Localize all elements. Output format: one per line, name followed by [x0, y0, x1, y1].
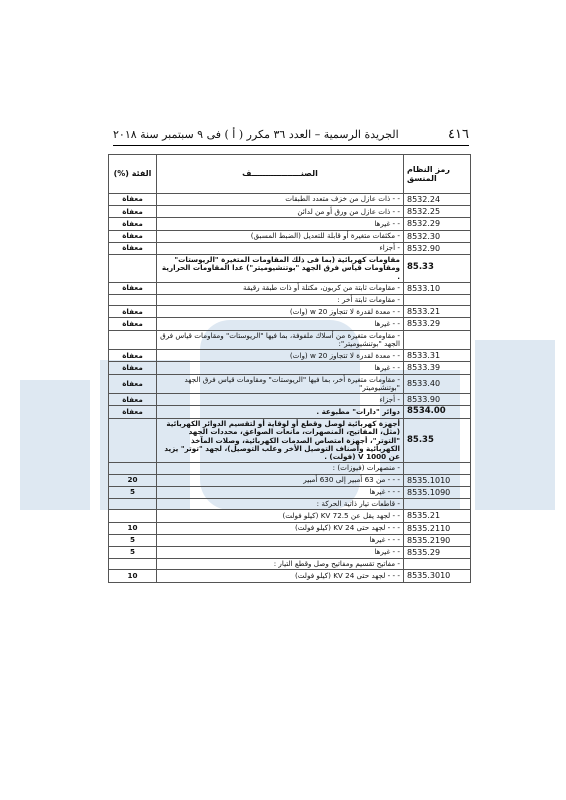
rate-cell: معفاة — [109, 230, 157, 242]
table-row — [109, 362, 471, 374]
page-number: ٤١٦ — [448, 127, 469, 142]
rate-cell: 10 — [109, 522, 157, 534]
rate-cell: معفاة — [109, 218, 157, 230]
description-cell: - - غيرها — [157, 546, 404, 558]
description-cell: - - لجهد يقل عن KV 72.5 (كيلو فولت) — [157, 510, 404, 522]
table-row — [109, 499, 471, 510]
hs-code-cell: 8532.25 — [404, 206, 471, 218]
rate-cell — [109, 499, 157, 510]
page-header — [113, 127, 469, 146]
table-row — [109, 510, 471, 522]
hs-code-cell: 8533.21 — [404, 306, 471, 318]
rate-cell: 10 — [109, 570, 157, 582]
description-cell: - - غيرها — [157, 362, 404, 374]
hs-code-cell — [404, 559, 471, 570]
table-row — [109, 282, 471, 294]
hs-code-cell — [404, 463, 471, 474]
rate-cell — [109, 510, 157, 522]
table-row — [109, 559, 471, 570]
description-cell: - قاطعات تيار ذاتية الحركة : — [157, 499, 404, 510]
rate-cell: معفاة — [109, 282, 157, 294]
description-cell: - منصهرات (فيوزات) : — [157, 463, 404, 474]
table-row — [109, 350, 471, 362]
gazette-title: الجريدة الرسمية – العدد ٣٦ مكرر ( أ ) فى ٩ سبتمبر سنة ٢٠١٨ — [113, 128, 399, 141]
description-cell: - مقاومات ثابتة أخر : — [157, 294, 404, 305]
table-row — [109, 254, 471, 282]
description-cell: - - معدة لقدرة لا تتجاوز 20 w (وات) — [157, 306, 404, 318]
table-row — [109, 419, 471, 463]
rate-cell: معفاة — [109, 306, 157, 318]
description-cell: - مقاومات متغيرة من أسلاك ملفوفة، بما فيها "الريوستات" ومقاومات قياس فرق الجهد "بوتنشيوميتر": — [157, 330, 404, 350]
table-row — [109, 394, 471, 406]
hs-code-cell: 8533.29 — [404, 318, 471, 330]
table-row — [109, 294, 471, 305]
description-cell: دوائر "دارات" مطبوعة . — [157, 406, 404, 419]
hs-code-cell: 8534.00 — [404, 406, 471, 419]
hs-code-cell: 8535.21 — [404, 510, 471, 522]
rate-cell: معفاة — [109, 350, 157, 362]
rate-cell: معفاة — [109, 242, 157, 254]
description-cell: - مفاتيح تقسيم ومفاتيح وصل وقطع التيار : — [157, 559, 404, 570]
hs-code-cell: 8535.29 — [404, 546, 471, 558]
header-rate: الفئة (%) — [109, 155, 157, 194]
description-cell: - - - من 63 أمبير إلى 630 أمبير — [157, 474, 404, 486]
rate-cell: معفاة — [109, 194, 157, 206]
rate-cell: معفاة — [109, 374, 157, 394]
table-row — [109, 206, 471, 218]
description-cell: - مكثفات متغيرة أو قابلة للتعديل (الضبط المسبق) — [157, 230, 404, 242]
description-cell: - - - غيرها — [157, 486, 404, 498]
rate-cell: معفاة — [109, 394, 157, 406]
description-cell: - مقاومات ثابتة من كربون، مكتلة أو ذات طبقة رقيقة — [157, 282, 404, 294]
rate-cell — [109, 559, 157, 570]
description-cell: مقاومات كهربائية (بما فى ذلك المقاومات المتغيرة "الريوستات" ومقاومات قياس فرق الجهد "بوتنشيوميتر") عدا المقاومات الحرارية . — [157, 254, 404, 282]
hs-code-cell: 8532.29 — [404, 218, 471, 230]
description-cell: - - - غيرها — [157, 534, 404, 546]
description-cell: - أجزاء — [157, 242, 404, 254]
description-cell: - - - لجهد حتى KV 24 (كيلو فولت) — [157, 570, 404, 582]
hs-code-cell: 8535.3010 — [404, 570, 471, 582]
table-row — [109, 474, 471, 486]
table-row — [109, 486, 471, 498]
hs-code-cell — [404, 499, 471, 510]
hs-code-cell: 8533.40 — [404, 374, 471, 394]
rate-cell: 20 — [109, 474, 157, 486]
hs-code-cell: 8535.1010 — [404, 474, 471, 486]
table-row — [109, 242, 471, 254]
hs-code-cell: 8533.31 — [404, 350, 471, 362]
rate-cell: معفاة — [109, 206, 157, 218]
rate-cell — [109, 294, 157, 305]
hs-code-cell: 8533.39 — [404, 362, 471, 374]
table-row — [109, 522, 471, 534]
rate-cell: 5 — [109, 486, 157, 498]
tariff-table — [108, 154, 471, 583]
description-cell: - - ذات عازل من خزف متعدد الطبقات — [157, 194, 404, 206]
table-row — [109, 406, 471, 419]
hs-code-cell: 8535.2110 — [404, 522, 471, 534]
hs-code-cell — [404, 330, 471, 350]
hs-code-cell: 8533.90 — [404, 394, 471, 406]
table-row — [109, 230, 471, 242]
rate-cell: معفاة — [109, 406, 157, 419]
description-cell: - - ذات عازل من ورق أو من لدائن — [157, 206, 404, 218]
table-row — [109, 534, 471, 546]
rate-cell: 5 — [109, 546, 157, 558]
description-cell: - أجزاء — [157, 394, 404, 406]
description-cell: - مقاومات متغيرة أخر، بما فيها "الريوستات" ومقاومات قياس فرق الجهد "بوتنشيوميتر" — [157, 374, 404, 394]
description-cell: - - - لجهد حتى KV 24 (كيلو فولت) — [157, 522, 404, 534]
rate-cell — [109, 463, 157, 474]
rate-cell — [109, 330, 157, 350]
table-row — [109, 463, 471, 474]
table-row — [109, 330, 471, 350]
header-code: رمز النظام المنسق — [404, 155, 471, 194]
table-body — [109, 194, 471, 583]
rate-cell — [109, 419, 157, 463]
description-cell: - - غيرها — [157, 318, 404, 330]
table-row — [109, 218, 471, 230]
table-row — [109, 306, 471, 318]
hs-code-cell: 8535.2190 — [404, 534, 471, 546]
hs-code-cell: 8532.30 — [404, 230, 471, 242]
rate-cell: معفاة — [109, 362, 157, 374]
hs-code-cell: 8535.1090 — [404, 486, 471, 498]
hs-code-cell: 8532.90 — [404, 242, 471, 254]
table-row — [109, 570, 471, 582]
rate-cell — [109, 254, 157, 282]
description-cell: - - غيرها — [157, 218, 404, 230]
rate-cell: معفاة — [109, 318, 157, 330]
hs-code-cell: 8532.24 — [404, 194, 471, 206]
hs-code-cell: 85.33 — [404, 254, 471, 282]
rate-cell: 5 — [109, 534, 157, 546]
description-cell: - - معدة لقدرة لا تتجاوز 20 w (وات) — [157, 350, 404, 362]
table-row — [109, 318, 471, 330]
hs-code-cell: 85.35 — [404, 419, 471, 463]
table-row — [109, 194, 471, 206]
hs-code-cell — [404, 294, 471, 305]
table-header-row — [109, 155, 471, 194]
table-row — [109, 546, 471, 558]
header-description: الصنــــــــــــــــــف — [157, 155, 404, 194]
hs-code-cell: 8533.10 — [404, 282, 471, 294]
description-cell: أجهزة كهربائية لوصل وقطع أو لوقاية أو لتقسيم الدوائر الكهربائية (مثل، المفاتيح، المنصهرات، مانعات الصواعق، محددات الجهد "التوتر"، أجهزة امتصاص الصدمات الكهربائية، وصلات المآخذ الكهربائية وأصناف التوصيل الأخر وعلب التوصيل)، لجهد "توتر" يزيد عن V 1000 (فولت) . — [157, 419, 404, 463]
table-row — [109, 374, 471, 394]
